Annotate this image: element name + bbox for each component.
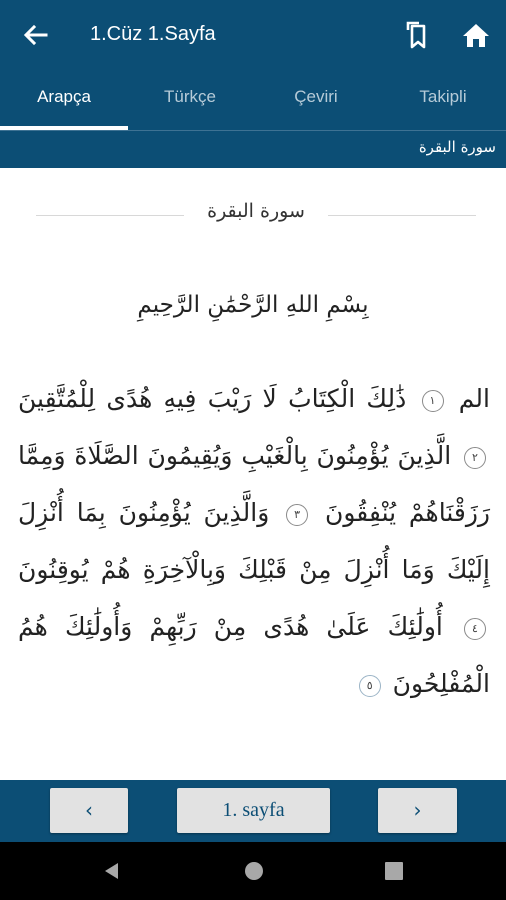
system-navigation-bar <box>0 842 506 900</box>
tab-arapca[interactable]: Arapça <box>37 87 91 106</box>
page-title: 1.Cüz 1.Sayfa <box>90 23 216 45</box>
verse-number-marker: ٣ <box>286 504 308 526</box>
home-icon <box>460 20 492 50</box>
arrow-left-icon <box>20 20 50 50</box>
chevron-right-icon: › <box>413 798 422 822</box>
app-bar <box>0 0 506 70</box>
verse-text: وَالَّذِينَ يُؤْمِنُونَ بِمَا أُنْزِلَ إِلَيْكَ وَمَا أُنْزِلَ مِنْ قَبْلِكَ وَبِالْآخِرَةِ هُمْ يُوقِنُونَ <box>18 498 490 584</box>
bookmark-icon <box>404 20 432 50</box>
page-number-button[interactable]: 1. sayfa <box>177 788 330 833</box>
verse-text: ذَٰلِكَ الْكِتَابُ لَا رَيْبَ فِيهِ هُدًى لِلْمُتَّقِينَ <box>18 384 407 413</box>
sura-name-label: سورة البقرة <box>418 138 496 156</box>
sura-heading <box>36 196 476 236</box>
back-button[interactable] <box>20 20 50 50</box>
tab-bar <box>0 70 506 130</box>
tab-takipli[interactable]: Takipli <box>419 87 467 106</box>
system-back-icon[interactable] <box>102 861 122 881</box>
next-page-button[interactable] <box>378 788 457 833</box>
verse-number-marker: ١ <box>422 390 444 412</box>
besmele: بِسْمِ اللهِ الرَّحْمَٰنِ الرَّحِيمِ <box>137 292 369 318</box>
sura-heading-title: سورة البقرة <box>207 200 305 222</box>
verse-number-marker: ٢ <box>464 447 486 469</box>
previous-page-button[interactable] <box>50 788 128 833</box>
verses-text <box>18 370 490 712</box>
tab-ceviri[interactable]: Çeviri <box>294 87 338 106</box>
system-home-icon[interactable] <box>244 861 264 881</box>
chevron-left-icon: ‹ <box>85 798 93 822</box>
home-button[interactable] <box>460 20 492 50</box>
bookmark-button[interactable] <box>404 20 432 50</box>
tab-turkce[interactable]: Türkçe <box>164 87 216 106</box>
sura-bar <box>0 130 506 168</box>
verse-text: الَّذِينَ يُؤْمِنُونَ بِالْغَيْبِ وَيُقِيمُونَ الصَّلَاةَ وَمِمَّا رَزَقْنَاهُمْ يُنْفِقُونَ <box>18 441 490 527</box>
verse-number-marker: ٥ <box>359 675 381 697</box>
system-recents-icon[interactable] <box>384 861 404 881</box>
pager-bar <box>0 780 506 842</box>
verse-number-marker: ٤ <box>464 618 486 640</box>
verse-text: أُولَٰئِكَ عَلَىٰ هُدًى مِنْ رَبِّهِمْ وَأُولَٰئِكَ هُمُ الْمُفْلِحُونَ <box>18 612 490 698</box>
verse-text: الم <box>458 384 490 413</box>
